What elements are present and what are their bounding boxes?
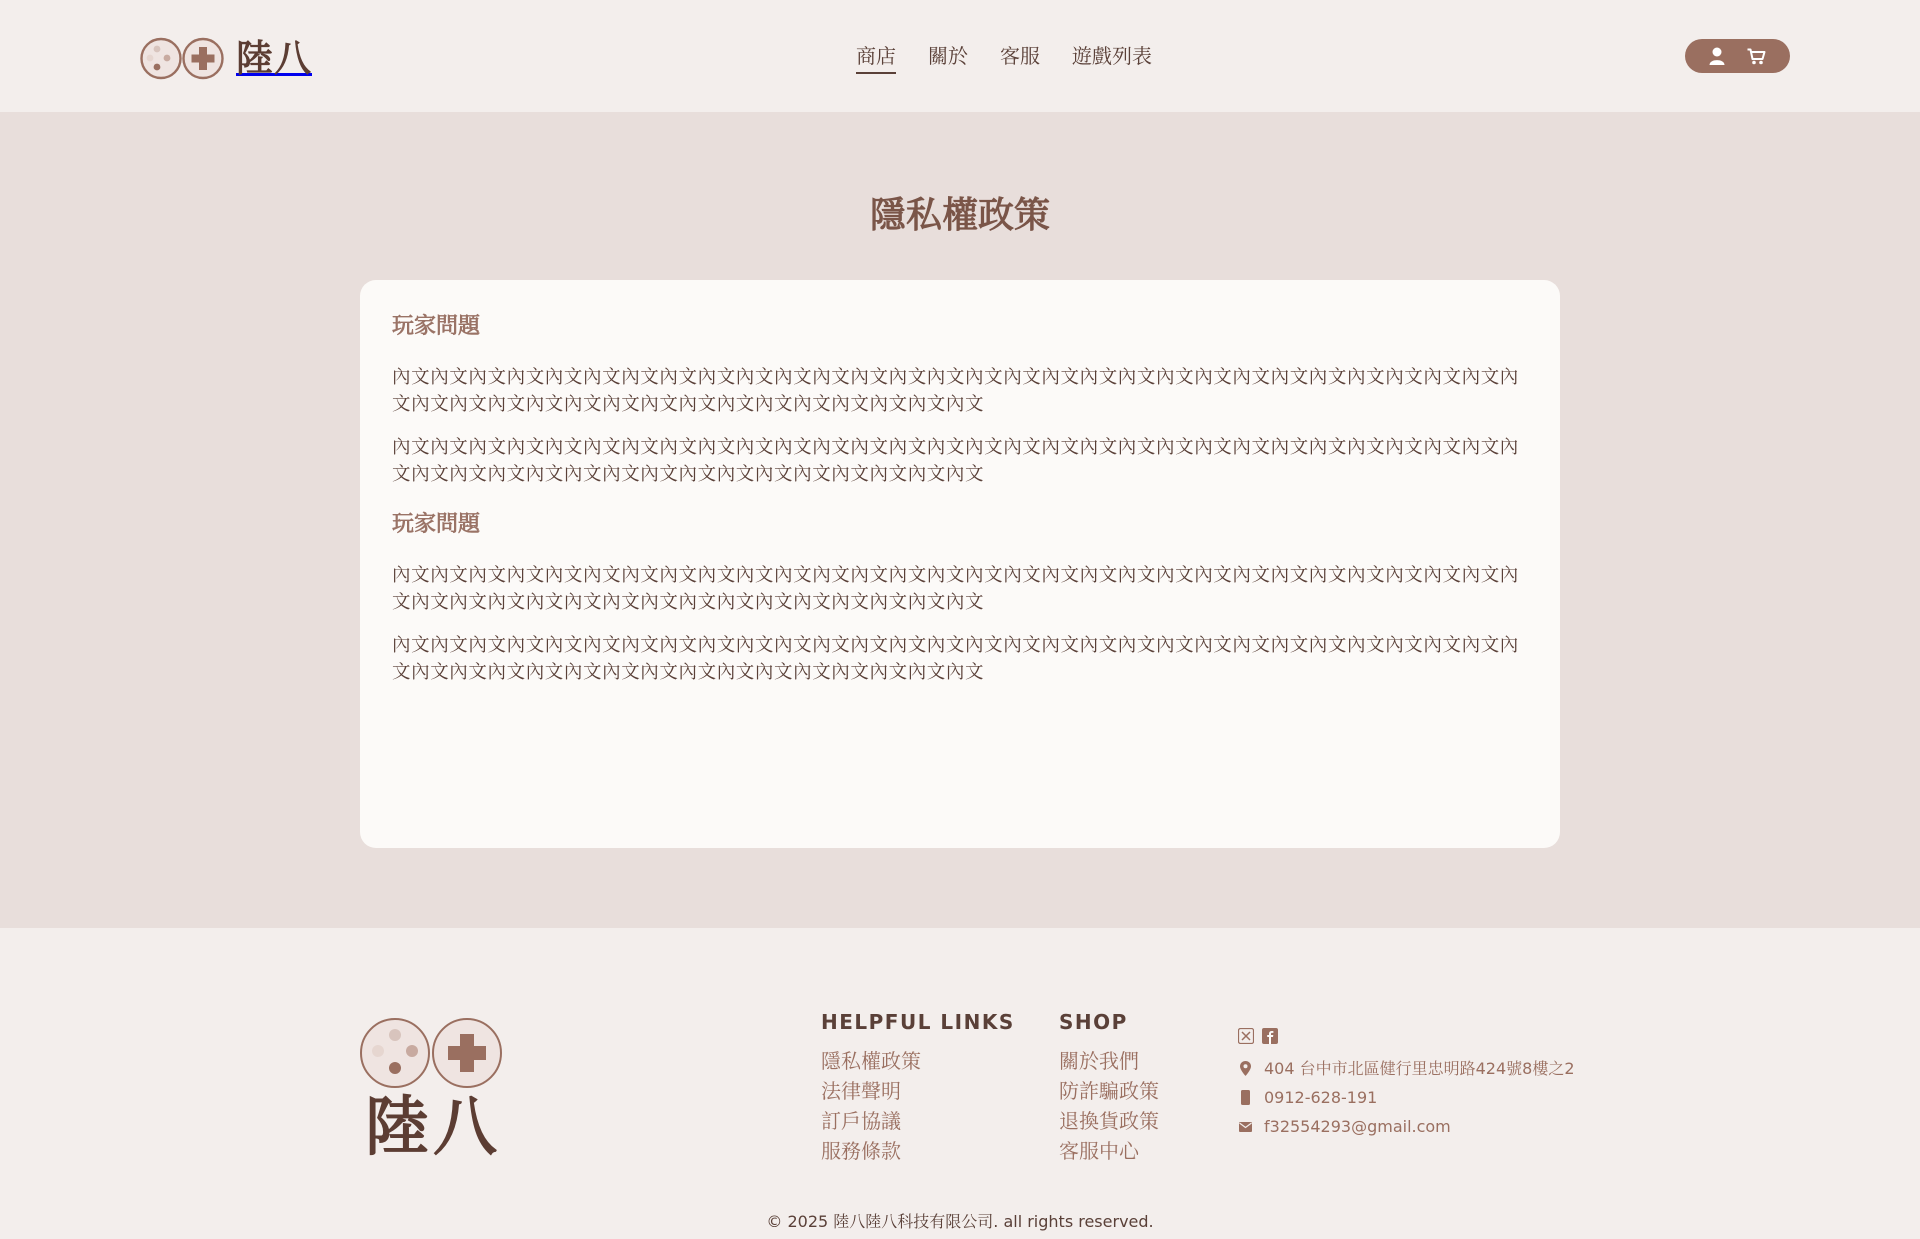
nav-item-support[interactable]: 客服 [1000,44,1040,68]
footer-link-returns[interactable]: 退換貨政策 [1059,1109,1159,1133]
policy-section [392,312,1528,488]
controller-logo-icon [140,36,224,81]
contact-address-text: 404 台中市北區健行里忠明路424號8樓之2 [1264,1059,1575,1078]
user-icon[interactable] [1709,47,1725,65]
main-nav [856,42,1152,74]
location-pin-icon [1238,1061,1252,1076]
section-paragraph: 內文內文內文內文內文內文內文內文內文內文內文內文內文內文內文內文內文內文內文內文內文內文內文內文內文內文內文內文內文內文內文內文內文內文內文內文內文內文內文內文內文內文內文內文內文 [392,437,1519,485]
site-header [0,0,1920,112]
footer-link-anti-fraud[interactable]: 防詐騙政策 [1059,1079,1159,1103]
main-content [0,112,1920,928]
helpful-links-heading: HELPFUL LINKS [821,1010,1015,1034]
footer-link-subscriber-agreement[interactable]: 訂戶協議 [821,1109,901,1133]
contact-phone [1238,1083,1575,1112]
section-paragraph: 內文內文內文內文內文內文內文內文內文內文內文內文內文內文內文內文內文內文內文內文內文內文內文內文內文內文內文內文內文內文內文內文內文內文內文內文內文內文內文內文內文內文內文內文內文 [392,565,1519,613]
footer-shop-links [1059,1008,1159,1166]
social-links [1238,1028,1575,1044]
header-logo[interactable] [140,36,312,81]
footer-link-support-center[interactable]: 客服中心 [1059,1139,1139,1163]
contact-phone-text[interactable]: 0912-628-191 [1264,1088,1378,1107]
footer-link-about-us[interactable]: 關於我們 [1059,1049,1139,1073]
x-icon[interactable] [1238,1028,1254,1044]
contact-email [1238,1112,1575,1141]
policy-section [392,510,1528,686]
footer-link-privacy[interactable]: 隱私權政策 [821,1049,921,1073]
footer-brand-text: 陸八 [365,1091,501,1165]
facebook-icon[interactable] [1262,1028,1278,1044]
site-footer [0,928,1920,1239]
footer-link-legal[interactable]: 法律聲明 [821,1079,901,1103]
footer-helpful-links [821,1008,1015,1166]
footer-link-terms[interactable]: 服務條款 [821,1139,901,1163]
nav-item-about[interactable]: 關於 [928,44,968,68]
section-heading: 玩家問題 [392,512,481,537]
section-paragraph: 內文內文內文內文內文內文內文內文內文內文內文內文內文內文內文內文內文內文內文內文內文內文內文內文內文內文內文內文內文內文內文內文內文內文內文內文內文內文內文內文內文內文內文內文內文 [392,635,1519,683]
footer-contact [1238,1028,1575,1141]
contact-address [1238,1054,1575,1083]
policy-card [360,280,1560,848]
cart-icon[interactable] [1747,48,1766,65]
copyright-text: © 2025 陸八陸八科技有限公司. all rights reserved. [766,1212,1154,1231]
shop-heading: SHOP [1059,1010,1128,1034]
header-brand-text: 陸八 [236,37,312,80]
mail-icon [1238,1122,1252,1132]
page-title: 隱私權政策 [869,195,1050,236]
account-cart-pill [1685,39,1790,73]
nav-item-shop[interactable]: 商店 [856,42,896,74]
footer-controller-logo-icon [359,1017,503,1089]
phone-icon [1238,1090,1252,1105]
section-heading: 玩家問題 [392,314,481,339]
section-paragraph: 內文內文內文內文內文內文內文內文內文內文內文內文內文內文內文內文內文內文內文內文內文內文內文內文內文內文內文內文內文內文內文內文內文內文內文內文內文內文內文內文內文內文內文內文內文 [392,367,1519,415]
nav-item-game-list[interactable]: 遊戲列表 [1072,44,1152,68]
contact-email-text[interactable]: f32554293@gmail.com [1264,1117,1451,1136]
